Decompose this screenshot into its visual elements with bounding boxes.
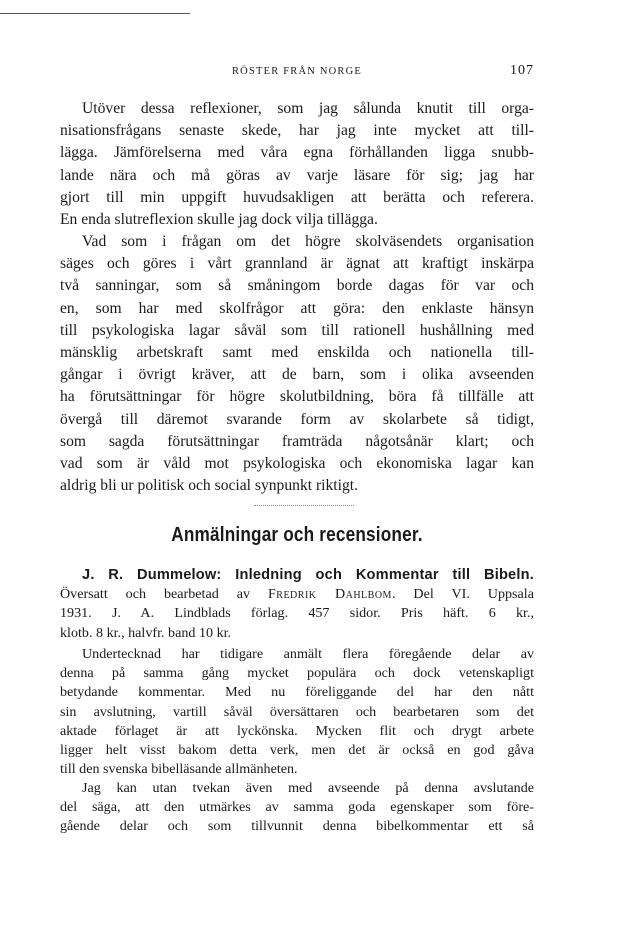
text-line: en, som har med skolfrågor att göra: den enklaste hänsyn [60,299,534,317]
text-line: säges och göres i vårt grannland är ägnat att kraftigt inskärpa [60,255,534,273]
section-title: Anmälningar och recensioner. [171,524,423,546]
translator-name: Fredrik Dahlbom [267,586,392,603]
review-heading [60,566,534,643]
text-line: Utöver dessa reflexioner, som jag sålunda knutit till orga- [82,100,534,117]
text-line: till psykologiska lagar såväl som till rationell hushållning med [60,321,534,339]
paragraph-2 [60,231,534,497]
review-meta-line: 1931. J. A. Lindblads förlag. 457 sidor. Pris häft. 6 kr., [60,605,534,622]
text-line: lande nära och må göras av varje läsare för sig; jag har [60,166,534,184]
review-meta-line: Översatt och bearbetad av Fredrik Dahlbom. Del VI. Uppsala [60,586,534,603]
text-line: aldrig bli ur politisk och social synpunkt riktigt. [60,477,358,495]
text-line: sin avslutning, vartill såväl översättaren och bearbetaren som det [60,703,534,720]
text-line: till den svenska bibelläsande allmänheten. [60,761,298,778]
text-line: del säga, att den utmärkes av samma goda egenskaper som före- [60,799,534,816]
review-title: J. R. Dummelow: Inledning och Kommentar till Bibeln. [82,567,534,583]
text-line: lägga. Jämförelserna med våra egna förhållanden ligga snubb- [60,144,534,162]
page-number: 107 [510,63,534,78]
text-line: gjort till min uppgift huvudsakligen att berätta och referera. [60,188,534,206]
text-line: nisationsfrågans senaste skede, har jag inte mycket att till- [60,122,534,140]
review-meta-line: klotb. 8 kr., halvfr. band 10 kr. [60,624,232,641]
section-divider [254,505,354,506]
page-header [60,63,534,83]
running-head: RÖSTER FRÅN NORGE [231,66,363,77]
text-line: som sagda förutsättningar framträda någotsånär klart; och [60,432,534,450]
review-paragraph-1 [60,645,534,779]
text-line: Jag kan utan tvekan även med avseende på denna avslutande [82,780,534,796]
text-line: betydande kommentar. Med nu föreliggande del har den nått [60,684,534,701]
text-line: aktade förlaget är att lyckönska. Mycken flit och drygt arbete [60,722,534,739]
text-line: ha förutsättningar för högre skolutbildning, böra få tillfälle att [60,388,534,406]
paragraph-1 [60,98,534,231]
text-line: två sanningar, som så småningom borde dagas för var och [60,277,534,295]
text-line: mänsklig arbetskraft samt med enskilda och nationella till- [60,343,534,361]
top-edge-rule [0,13,190,14]
review-paragraph-2 [60,779,534,837]
text-line: Vad som i frågan om det högre skolväsendets organisation [82,233,534,250]
text-line: gångar i övrigt kräver, att de barn, som i olika avseenden [60,366,534,384]
text-line: ligger helt visst bakom detta verk, men det är också en god gåva [60,741,534,758]
text-line: denna på samma gång mycket populära och dock vetenskapligt [60,665,534,682]
text-line: En enda slutreflexion skulle jag dock vilja tillägga. [60,210,378,228]
text-line: gående delar och som tillvunnit denna bibelkommentar ett så [60,818,534,835]
text-line: Undertecknad har tidigare anmält flera föregående delar av [82,646,534,662]
text-line: vad som är våld mot psykologiska och ekonomiska lagar kan [60,454,534,472]
text-line: övergå till däremot svarande form av skolarbete så tidigt, [60,410,534,428]
